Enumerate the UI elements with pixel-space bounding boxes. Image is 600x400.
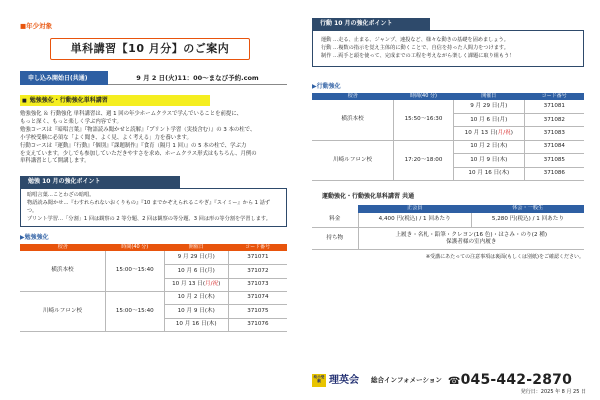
study-point-line: プリント学習…「分割」1 回は観察の 2 等分題、2 回は観察の等分題、3 回は形の等分割を学習します。 [27, 215, 271, 222]
location-cell: 横浜本校 [312, 100, 394, 140]
col-header-time: 時間(40 分) [105, 244, 164, 251]
phone-number-text: 045-442-2870 [460, 371, 573, 388]
col-header-date: 開催日 [453, 93, 524, 100]
code-cell: 371081 [524, 100, 584, 113]
study-point-line: 物語読み聞かせ…『わすれられないおくりもの』『10 までかぞえられるこやぎ』『スイミー』から 1 話ずつ。 [27, 200, 270, 214]
action-point-line: 運動 …走る、止まる、ジャンプ、速投など、様々な動きの基礎を固めましょう。 [321, 37, 509, 43]
intro-paragraph [20, 111, 287, 166]
code-cell: 371074 [228, 291, 287, 304]
apply-start-label: 申し込み開始日(共通) [20, 71, 108, 85]
code-cell: 371086 [524, 167, 584, 180]
square-bullet-icon: ■ [22, 97, 27, 104]
study-point-line: 暗唱言葉…ことわざの暗唱。 [27, 192, 95, 199]
location-cell: 川崎ルフロン校 [20, 291, 105, 331]
code-cell: 371072 [228, 265, 287, 278]
action-schedule-table [312, 93, 584, 181]
fee-member: 4,400 円(税込) / 1 回あたり [358, 213, 471, 228]
intro-line: 勉強強化 ＆ 行動強化 単科講習は、週 1 回の年少ホームクラスで学んでいることを前提に、 [20, 111, 243, 118]
action-points-heading: 行動 10 月の強化ポイント [312, 18, 430, 30]
right-column [312, 18, 584, 261]
col-header-time: 時間(40 分) [394, 93, 454, 100]
intro-line: もっと深く、もっと楽しく学ぶ内容です。 [20, 119, 122, 126]
study-points-section [20, 176, 287, 227]
logo-badge: 幼小受験 [312, 374, 326, 387]
items-line: 上履き・名札・鉛筆・クレヨン(16 色)・はさみ・のり(2 種) [395, 231, 548, 238]
notice-text: ※受講にあたっての注意事項は裏面(もしくは別紙)をご確認ください。 [425, 254, 584, 261]
left-column [20, 22, 287, 332]
intro-line: 小学校受験に必須な「よく聞き、よく見、よく考える」力を養います。 [20, 134, 192, 141]
intro-heading-text: 勉強強化・行動強化単科講習 [29, 97, 108, 105]
date-cell: 10 月 16 日(木) [453, 167, 524, 180]
apply-start-row [20, 71, 287, 85]
time-cell: 15:00～15:40 [105, 291, 164, 331]
phone-icon: ☎ [447, 375, 461, 387]
code-cell: 371082 [524, 114, 584, 127]
target-tag: ■年少対象 [20, 22, 53, 30]
phone-number [448, 371, 572, 389]
items-row [312, 228, 584, 250]
location-cell: 横浜本校 [20, 251, 105, 291]
date-cell: 10 月 2 日(木) [164, 291, 228, 304]
study-schedule-table [20, 244, 287, 332]
code-cell: 371084 [524, 140, 584, 153]
intro-heading [20, 95, 210, 106]
action-schedule-title: ▶行動強化 [312, 83, 341, 91]
col-header-location: 校舎 [20, 244, 105, 251]
intro-line: 勉強コースは『暗唱言葉』『物語読み聞かせと読解』『プリント学習（実技含む）』の 3 本の柱で、 [20, 127, 256, 134]
intro-line: を支えています。少しでも参加していただきやすさを求め、ホームクラス形式はもちろん、月例の [20, 150, 257, 157]
col-header-blank [312, 205, 358, 213]
date-cell: 10 月 16 日(木) [164, 318, 228, 331]
items-label: 持ち物 [312, 228, 358, 250]
fee-label: 料金 [312, 213, 358, 228]
action-point-line: 行動 …複数の指示を覚え主体的に動くことで、自信を持った人間力をつけます。 [321, 44, 509, 51]
time-cell: 15:00～15:40 [105, 251, 164, 291]
table-row [312, 100, 584, 113]
date-cell: 10 月 2 日(木) [453, 140, 524, 153]
time-cell: 17:20～18:00 [394, 140, 454, 180]
code-cell: 371071 [228, 251, 287, 264]
info-label: 総合インフォメーション [371, 375, 442, 384]
table-row [20, 291, 287, 304]
time-cell: 15:50～16:30 [394, 100, 454, 140]
action-points-box [312, 30, 584, 67]
date-cell: 10 月 13 日(月/祝) [164, 278, 228, 291]
table-row [20, 251, 287, 264]
holiday-marker: 月/祝 [497, 130, 511, 137]
study-points-box [20, 188, 287, 227]
fee-row [312, 213, 584, 228]
date-cell: 10 月 9 日(木) [164, 305, 228, 318]
date-cell: 10 月 6 日(月) [164, 265, 228, 278]
issue-date: 発行日：2025 年 8 月 25 日 [520, 389, 586, 395]
holiday-marker: 月/祝 [205, 281, 219, 288]
code-cell: 371085 [524, 154, 584, 167]
date-cell: 10 月 6 日(月) [453, 114, 524, 127]
location-cell: 川崎ルフロン校 [312, 140, 394, 180]
common-table [312, 205, 584, 251]
page-title: 単科講習【10 月分】のご案内 [50, 38, 250, 60]
date-cell: 10 月 9 日(木) [453, 154, 524, 167]
study-schedule-title: ▶勉強強化 [20, 234, 49, 242]
code-cell: 371076 [228, 318, 287, 331]
col-header-date: 開催日 [164, 244, 228, 251]
action-point-line: 制作 …両手と頭を使って、完成までの工程を考えながら楽しく課題に取り組もう！ [321, 52, 515, 59]
date-cell: 9 月 29 日(月) [453, 100, 524, 113]
items-line: 保護者様の室内履き [446, 238, 497, 245]
intro-line: 行動コースは『運動』『行動』『個別』『課題制作』『食育（隔月 1 回）』の 5 本の柱で、学ぶ力 [20, 142, 247, 149]
col-header-location: 校舎 [312, 93, 394, 100]
col-header-code: コード番号 [228, 244, 287, 251]
col-header-general: 休会・一般生 [471, 205, 584, 213]
items-value [358, 228, 584, 250]
common-heading: 運動強化・行動強化単科講習 共通 [322, 193, 415, 201]
study-points-heading: 勉強 10 月の強化ポイント [20, 176, 180, 188]
date-cell: 9 月 29 日(月) [164, 251, 228, 264]
col-header-code: コード番号 [524, 93, 584, 100]
logo-name: 理英会 [329, 374, 359, 386]
fee-general: 5,280 円(税込) / 1 回あたり [471, 213, 584, 228]
apply-start-value: 9 月 2 日(火)11：00～まなび予約.com [108, 71, 287, 85]
date-cell: 10 月 13 日(月/祝) [453, 127, 524, 140]
code-cell: 371075 [228, 305, 287, 318]
code-cell: 371083 [524, 127, 584, 140]
code-cell: 371073 [228, 278, 287, 291]
intro-line: 単科講習として開講します。 [20, 158, 90, 165]
table-row [312, 140, 584, 153]
col-header-member: 正会員 [358, 205, 471, 213]
footer [312, 372, 584, 388]
